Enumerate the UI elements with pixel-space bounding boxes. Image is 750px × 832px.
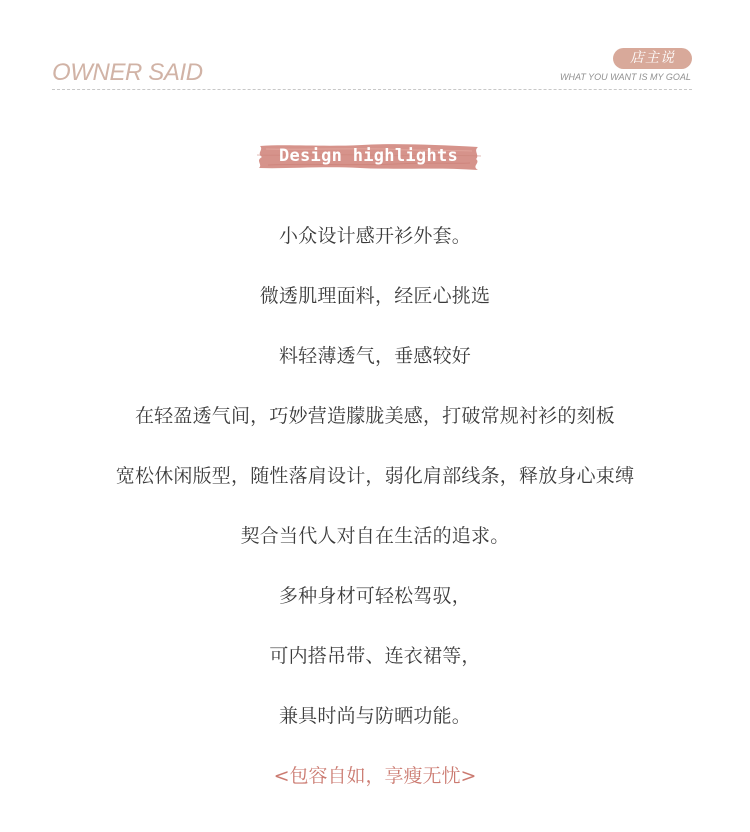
description-line: 契合当代人对自在生活的追求。	[240, 525, 510, 547]
description-footer: <包容自如，享瘦无忧>	[273, 765, 477, 787]
design-highlights-banner	[252, 139, 485, 174]
shop-owner-badge: 店主说	[613, 48, 692, 69]
description-line: 料轻薄透气，垂感较好	[278, 345, 471, 367]
design-highlights-label: Design highlights	[278, 146, 459, 166]
description-line: 微透肌理面料，经匠心挑选	[259, 285, 491, 307]
header-divider	[52, 89, 692, 90]
description-line: 多种身材可轻松驾驭，	[278, 585, 471, 607]
description-line: 兼具时尚与防晒功能。	[278, 705, 471, 727]
description-line: 在轻盈透气间，巧妙营造朦胧美感，打破常规衬衫的刻板	[134, 405, 615, 427]
owner-said-heading: OWNER SAID	[52, 59, 203, 86]
header-tagline: WHAT YOU WANT IS MY GOAL	[560, 72, 691, 82]
description-line: 宽松休闲版型，随性落肩设计，弱化肩部线条，释放身心束缚	[115, 465, 635, 487]
description-line: 可内搭吊带、连衣裙等，	[269, 645, 481, 667]
description-line: 小众设计感开衫外套。	[278, 225, 471, 247]
